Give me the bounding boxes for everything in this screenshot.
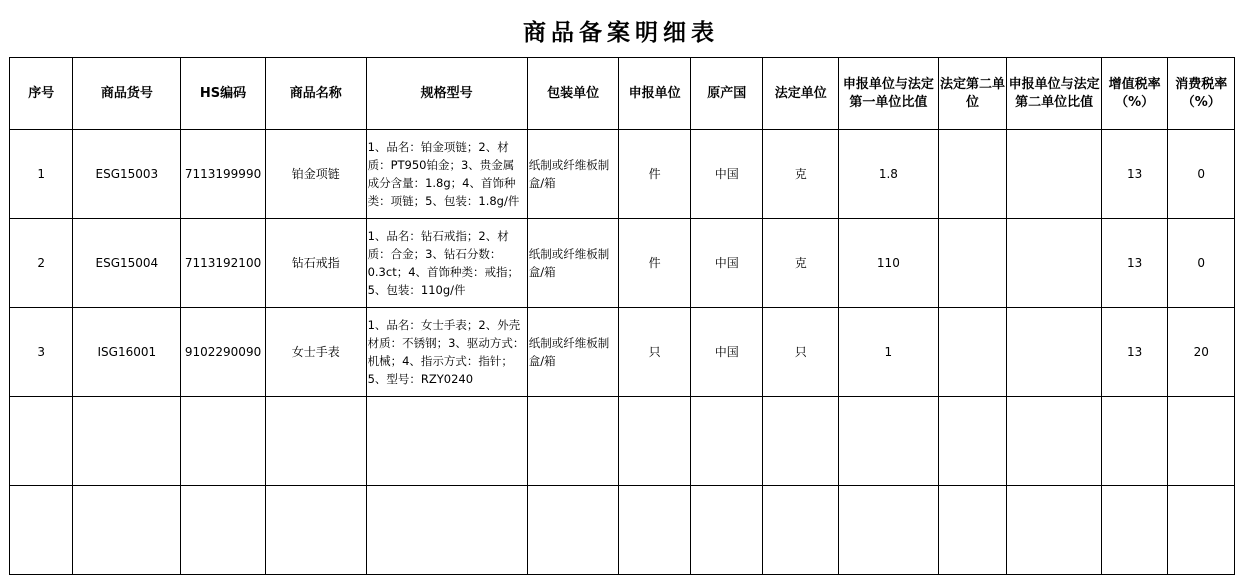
cell-ratio1: 1 [839, 308, 939, 397]
cell-seq: 1 [10, 130, 73, 219]
empty-cell [1007, 486, 1102, 575]
empty-cell [10, 397, 73, 486]
product-filing-table [9, 57, 1235, 575]
cell-hs-code: 7113199990 [181, 130, 266, 219]
empty-cell [181, 397, 266, 486]
empty-cell [265, 397, 366, 486]
cell-item-no: ESG15003 [73, 130, 181, 219]
cell-name: 铂金项链 [265, 130, 366, 219]
cell-ratio2 [1007, 308, 1102, 397]
header-legal-unit: 法定单位 [763, 58, 839, 130]
empty-cell [527, 397, 619, 486]
header-legal-unit2: 法定第二单位 [938, 58, 1007, 130]
empty-cell [1168, 486, 1235, 575]
empty-cell [366, 397, 527, 486]
empty-cell [1007, 397, 1102, 486]
empty-cell [366, 486, 527, 575]
empty-cell [73, 397, 181, 486]
header-origin: 原产国 [690, 58, 763, 130]
cell-legal-unit: 克 [763, 219, 839, 308]
cell-vat: 13 [1101, 219, 1167, 308]
cell-ratio2 [1007, 130, 1102, 219]
header-name: 商品名称 [265, 58, 366, 130]
cell-package: 纸制或纤维板制盒/箱 [527, 308, 619, 397]
empty-row [10, 397, 1235, 486]
table-row [10, 130, 1235, 219]
empty-cell [839, 486, 939, 575]
empty-cell [839, 397, 939, 486]
cell-consumption: 0 [1168, 219, 1235, 308]
empty-cell [763, 397, 839, 486]
header-package: 包装单位 [527, 58, 619, 130]
cell-ratio1: 1.8 [839, 130, 939, 219]
empty-cell [265, 486, 366, 575]
cell-seq: 2 [10, 219, 73, 308]
cell-legal-unit2 [938, 308, 1007, 397]
cell-origin: 中国 [690, 130, 763, 219]
cell-ratio2 [1007, 219, 1102, 308]
header-spec: 规格型号 [366, 58, 527, 130]
empty-cell [619, 397, 691, 486]
header-item-no: 商品货号 [73, 58, 181, 130]
table-row [10, 219, 1235, 308]
empty-cell [619, 486, 691, 575]
header-hs-code: HS编码 [181, 58, 266, 130]
cell-spec: 1、品名：钻石戒指；2、材质：合金；3、钻石分数：0.3ct；4、首饰种类：戒指；5、包装：110g/件 [366, 219, 527, 308]
empty-cell [181, 486, 266, 575]
cell-origin: 中国 [690, 219, 763, 308]
empty-cell [73, 486, 181, 575]
cell-legal-unit2 [938, 219, 1007, 308]
cell-hs-code: 9102290090 [181, 308, 266, 397]
empty-row [10, 486, 1235, 575]
empty-cell [10, 486, 73, 575]
cell-item-no: ESG15004 [73, 219, 181, 308]
header-ratio2: 申报单位与法定第二单位比值 [1007, 58, 1102, 130]
header-ratio1: 申报单位与法定第一单位比值 [839, 58, 939, 130]
cell-declare-unit: 只 [619, 308, 691, 397]
cell-legal-unit: 只 [763, 308, 839, 397]
cell-origin: 中国 [690, 308, 763, 397]
cell-package: 纸制或纤维板制盒/箱 [527, 130, 619, 219]
cell-vat: 13 [1101, 130, 1167, 219]
cell-declare-unit: 件 [619, 130, 691, 219]
cell-item-no: ISG16001 [73, 308, 181, 397]
cell-legal-unit2 [938, 130, 1007, 219]
header-vat: 增值税率（%） [1101, 58, 1167, 130]
page-title: 商品备案明细表 [523, 19, 719, 46]
header-row [10, 58, 1235, 130]
table-row [10, 308, 1235, 397]
cell-package: 纸制或纤维板制盒/箱 [527, 219, 619, 308]
empty-cell [1101, 486, 1167, 575]
empty-cell [1168, 397, 1235, 486]
cell-vat: 13 [1101, 308, 1167, 397]
empty-cell [690, 486, 763, 575]
header-declare-unit: 申报单位 [619, 58, 691, 130]
cell-name: 钻石戒指 [265, 219, 366, 308]
cell-consumption: 0 [1168, 130, 1235, 219]
empty-cell [938, 397, 1007, 486]
header-seq: 序号 [10, 58, 73, 130]
cell-hs-code: 7113192100 [181, 219, 266, 308]
empty-cell [938, 486, 1007, 575]
cell-ratio1: 110 [839, 219, 939, 308]
empty-cell [527, 486, 619, 575]
empty-cell [1101, 397, 1167, 486]
header-consumption: 消费税率（%） [1168, 58, 1235, 130]
cell-consumption: 20 [1168, 308, 1235, 397]
cell-seq: 3 [10, 308, 73, 397]
empty-cell [763, 486, 839, 575]
empty-cell [690, 397, 763, 486]
cell-name: 女士手表 [265, 308, 366, 397]
cell-legal-unit: 克 [763, 130, 839, 219]
cell-spec: 1、品名：女士手表；2、外壳材质：不锈钢；3、驱动方式：机械；4、指示方式：指针；5、型号：RZY0240 [366, 308, 527, 397]
cell-declare-unit: 件 [619, 219, 691, 308]
cell-spec: 1、品名：铂金项链；2、材质：PT950铂金；3、贵金属成分含量：1.8g；4、首饰种类：项链；5、包装：1.8g/件 [366, 130, 527, 219]
